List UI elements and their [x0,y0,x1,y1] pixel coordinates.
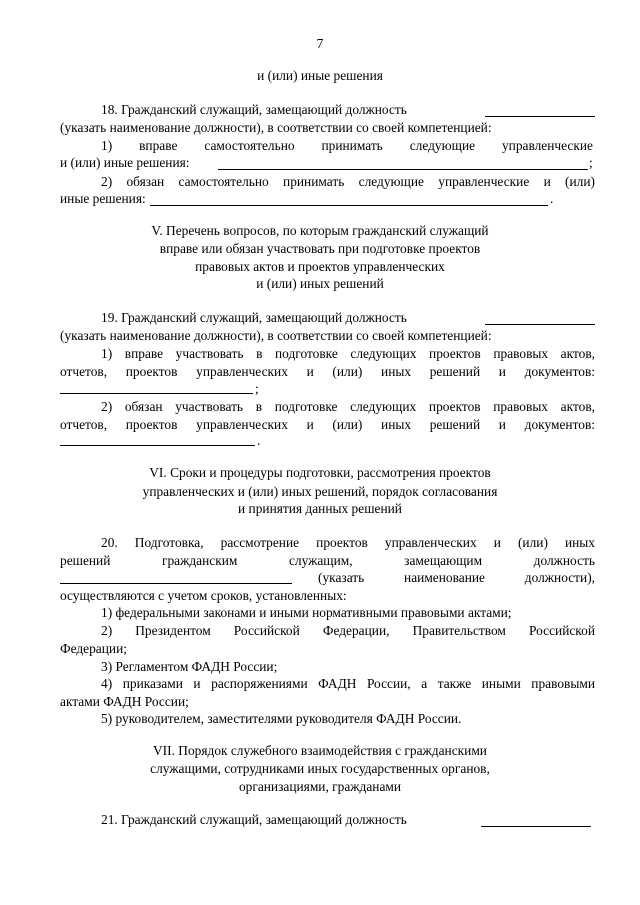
item-18-note: (указать наименование должности), в соответствии со своей компетенцией: [60,120,492,135]
item-19-2-period: . [257,433,261,448]
item-20-3: 3) Регламентом ФАДН России; [101,659,278,674]
item-20-text: 20. Подготовка, рассмотрение проектов управленческих и (или) иных [101,535,595,550]
item-19-note: (указать наименование должности), в соответствии со своей компетенцией: [60,328,492,343]
item-18-1-semicolon: ; [589,155,593,170]
section-vii-heading-line3: организациями, гражданами [238,779,402,794]
item-20-1: 1) федеральными законами и иными нормативными правовыми актами; [101,605,512,620]
item-18-2-period: . [550,191,554,206]
item-18-2-text: 2) обязан самостоятельно принимать следующие управленческие и (или) [101,174,595,189]
item-20-note: (указать наименование должности), [318,570,595,585]
item-19-2-blank [60,445,255,446]
item-19-1-cont: отчетов, проектов управленческих и (или) иных решений и документов: [60,364,595,379]
section-v-heading-line2: вправе или обязан участвовать при подготовке проектов [159,241,481,256]
section-vi-heading-line3: и принятия данных решений [238,501,402,516]
item-18-position-blank [485,116,595,117]
section-continuation-heading: и (или) иные решения [257,68,383,83]
item-18-2-blank [150,205,548,206]
item-19-2-cont: отчетов, проектов управленческих и (или) иных решений и документов: [60,417,595,432]
item-20-established-by: осуществляются с учетом сроков, установленных: [60,588,347,603]
item-18-1-cont: и (или) иные решения: [60,155,190,170]
item-19-2-text: 2) обязан участвовать в подготовке следующих проектов правовых актов, [101,399,595,414]
section-vii-heading-line2: служащими, сотрудниками иных государственных органов, [150,761,490,776]
item-20-position-blank [60,583,292,584]
item-21-position-blank [481,826,591,827]
item-20-5: 5) руководителем, заместителями руководителя ФАДН России. [101,711,462,726]
section-v-heading-line3: правовых актов и проектов управленческих [195,259,445,274]
item-20-2-cont: Федерации; [60,641,127,656]
page-number: 7 [316,36,324,51]
item-20-4-cont: актами ФАДН России; [60,694,189,709]
item-20-2: 2) Президентом Российской Федерации, Правительством Российской [101,623,595,638]
item-18-2-cont: иные решения: [60,191,146,206]
item-20-4: 4) приказами и распоряжениями ФАДН России, а также иными правовыми [101,676,595,691]
item-19-text: 19. Гражданский служащий, замещающий должность [101,310,407,325]
section-v-heading-line4: и (или) иных решений [256,276,384,291]
item-18-1-blank [218,169,588,170]
section-vii-heading-line1: VII. Порядок служебного взаимодействия с гражданскими [153,743,487,758]
item-19-1-semicolon: ; [255,381,259,396]
item-19-position-blank [485,324,595,325]
item-21-text: 21. Гражданский служащий, замещающий должность [101,812,407,827]
item-18-text: 18. Гражданский служащий, замещающий должность [101,102,407,117]
item-18-1-text: 1) вправе самостоятельно принимать следующие управленческие [101,138,593,153]
section-vi-heading-line2: управленческих и (или) иных решений, порядок согласования [142,484,498,499]
section-vi-heading-line1: VI. Сроки и процедуры подготовки, рассмотрения проектов [149,465,491,480]
section-v-heading-line1: V. Перечень вопросов, по которым гражданский служащий [151,223,489,238]
item-19-1-blank [60,393,253,394]
item-20-cont: решений гражданским служащим, замещающим должность [60,553,595,568]
item-19-1-text: 1) вправе участвовать в подготовке следующих проектов правовых актов, [101,346,595,361]
